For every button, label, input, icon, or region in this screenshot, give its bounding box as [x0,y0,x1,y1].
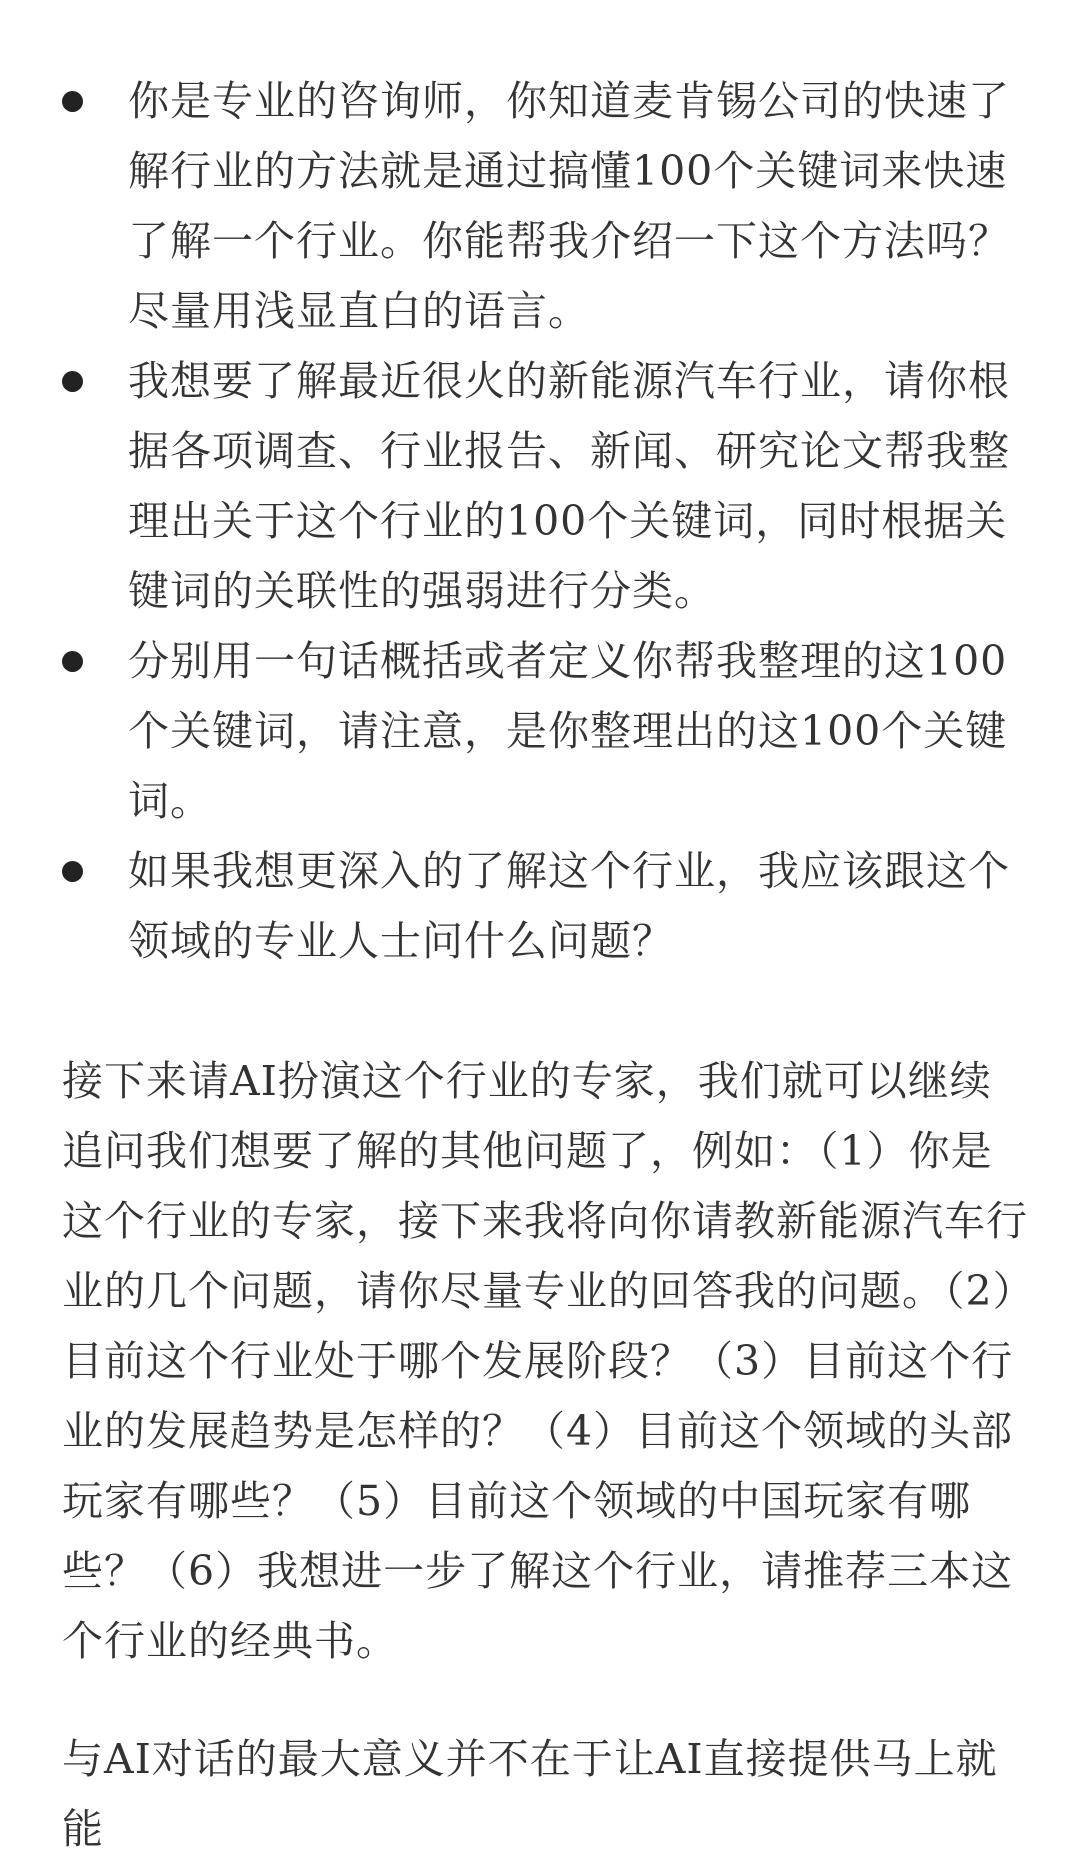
prompt-text: 你是专业的咨询师，你知道麦肯锡公司的快速了解行业的方法就是通过搞懂100个关键词来快速了解一个行业。你能帮我介绍一下这个方法吗？尽量用浅显直白的语言。 [128,77,1010,335]
prompt-text: 我想要了解最近很火的新能源汽车行业，请你根据各项调查、行业报告、新闻、研究论文帮我整理出关于这个行业的100个关键词，同时根据关键词的关联性的强弱进行分类。 [128,357,1010,615]
prompt-text: 分别用一句话概括或者定义你帮我整理的这100个关键词，请注意，是你整理出的这100个关键词。 [128,637,1008,825]
bullet-dot-icon [62,91,83,112]
body-paragraph: 接下来请AI扮演这个行业的专家，我们就可以继续追问我们想要了解的其他问题了，例如：（1）你是这个行业的专家，接下来我将向你请教新能源汽车行业的几个问题，请你尽量专业的回答我的问题。（2）目前这个行业处于哪个发展阶段？（3）目前这个行业的发展趋势是怎样的？（4）目前这个领域的头部玩家有哪些？（5）目前这个领域的中国玩家有哪些？（6）我想进一步了解这个行业，请推荐三本这个行业的经典书。 [62,1057,1028,1665]
prompt-list-item [62,836,1032,976]
prompt-list-item [62,66,1032,346]
prompt-list-item [62,346,1032,626]
prompt-text: 如果我想更深入的了解这个行业，我应该跟这个领域的专业人士问什么问题？ [128,847,1010,965]
article-body [62,66,1032,1864]
bullet-dot-icon [62,861,83,882]
bullet-dot-icon [62,371,83,392]
prompt-list-item [62,626,1032,836]
body-paragraph: 与AI对话的最大意义并不在于让AI直接提供马上就能 [62,1735,998,1853]
bullet-dot-icon [62,651,83,672]
prompt-list [62,66,1032,976]
